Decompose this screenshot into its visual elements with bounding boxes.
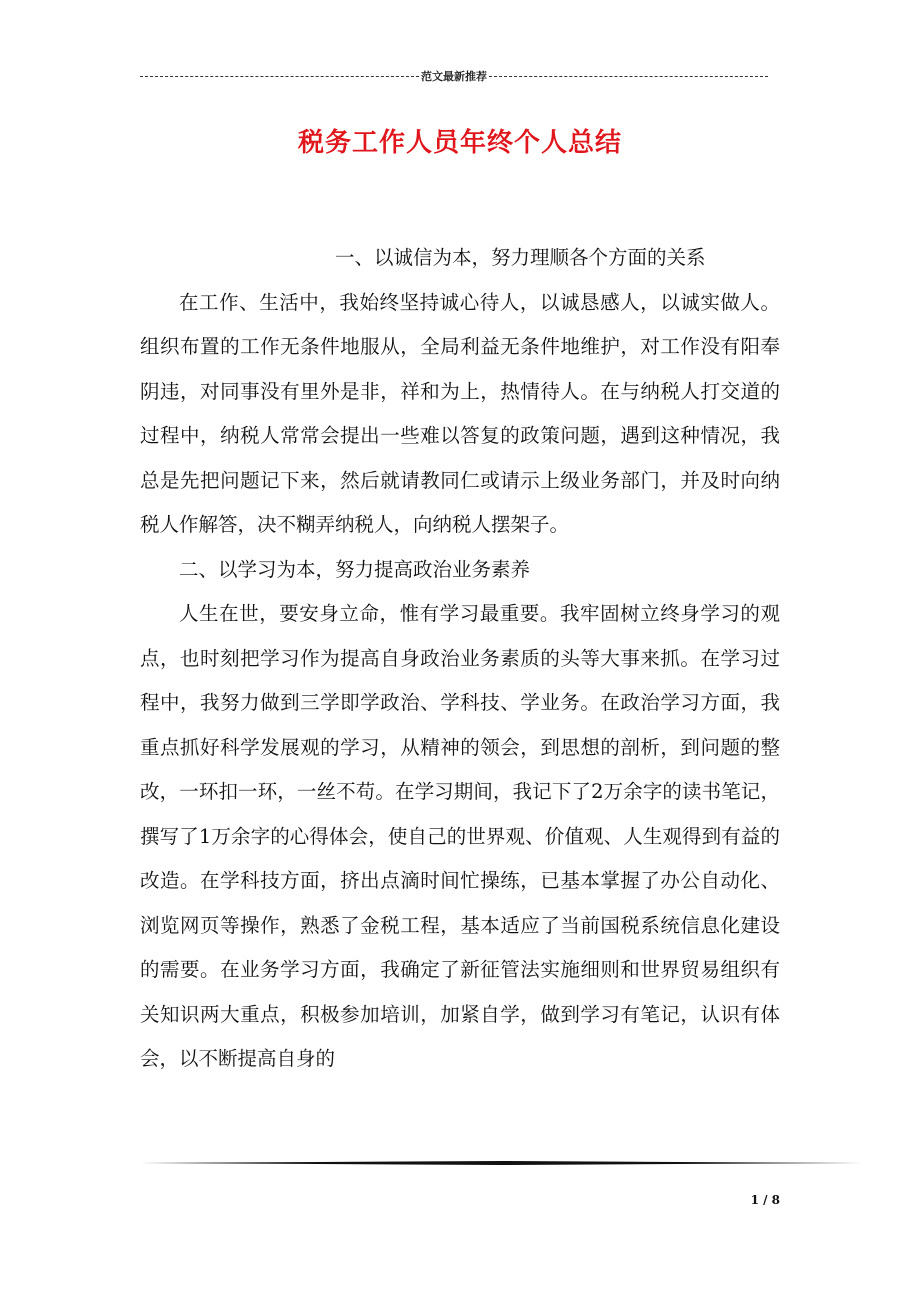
paragraph-2: 人生在世，要安身立命，惟有学习最重要。我牢固树立终身学习的观点，也时刻把学习作为提高自身政治业务素质的头等大事来抓。在学习过程中，我努力做到三学即学政治、学科技、学业务。在政治学习方面，我重点抓好科学发展观的学习，从精神的领会，到思想的剖析，到问题的整改，一环扣一环，一丝不苟。在学习期间，我记下了2万余字的读书笔记，撰写了1万余字的心得体会，使自己的世界观、价值观、人生观得到有益的改造。在学科技方面，挤出点滴时间忙操练，已基本掌握了办公自动化、浏览网页等操作，熟悉了金税工程，基本适应了当前国税系统信息化建设的需要。在业务学习方面，我确定了新征管法实施细则和世界贸易组织有关知识两大重点，积极参加培训，加紧自学，做到学习有笔记，认识有体会，以不断提高自身的 [140, 602, 780, 1070]
document-body [140, 236, 780, 1082]
section-heading-1: 一、以诚信为本，努力理顺各个方面的关系 [335, 246, 706, 269]
header-label: 范文最新推荐 [421, 70, 487, 83]
paragraph-1: 在工作、生活中，我始终坚持诚心待人，以诚恳感人，以诚实做人。组织布置的工作无条件地服从，全局利益无条件地维护，对工作没有阳奉阴违，对同事没有里外是非，祥和为上，热情待人。在与纳税人打交道的过程中，纳税人常常会提出一些难以答复的政策问题，遇到这种情况，我总是先把问题记下来，然后就请教同仁或请示上级业务部门，并及时向纳税人作解答，决不糊弄纳税人，向纳税人摆架子。 [140, 290, 780, 536]
page-number: 1 / 8 [750, 1193, 780, 1207]
page-header [140, 68, 768, 84]
footer-rule [140, 1161, 862, 1165]
header-dash-right [489, 76, 768, 77]
header-dash-left [140, 76, 419, 77]
document-title: 税务工作人员年终个人总结 [297, 128, 622, 158]
section-heading-2: 二、以学习为本，努力提高政治业务素养 [179, 557, 531, 581]
